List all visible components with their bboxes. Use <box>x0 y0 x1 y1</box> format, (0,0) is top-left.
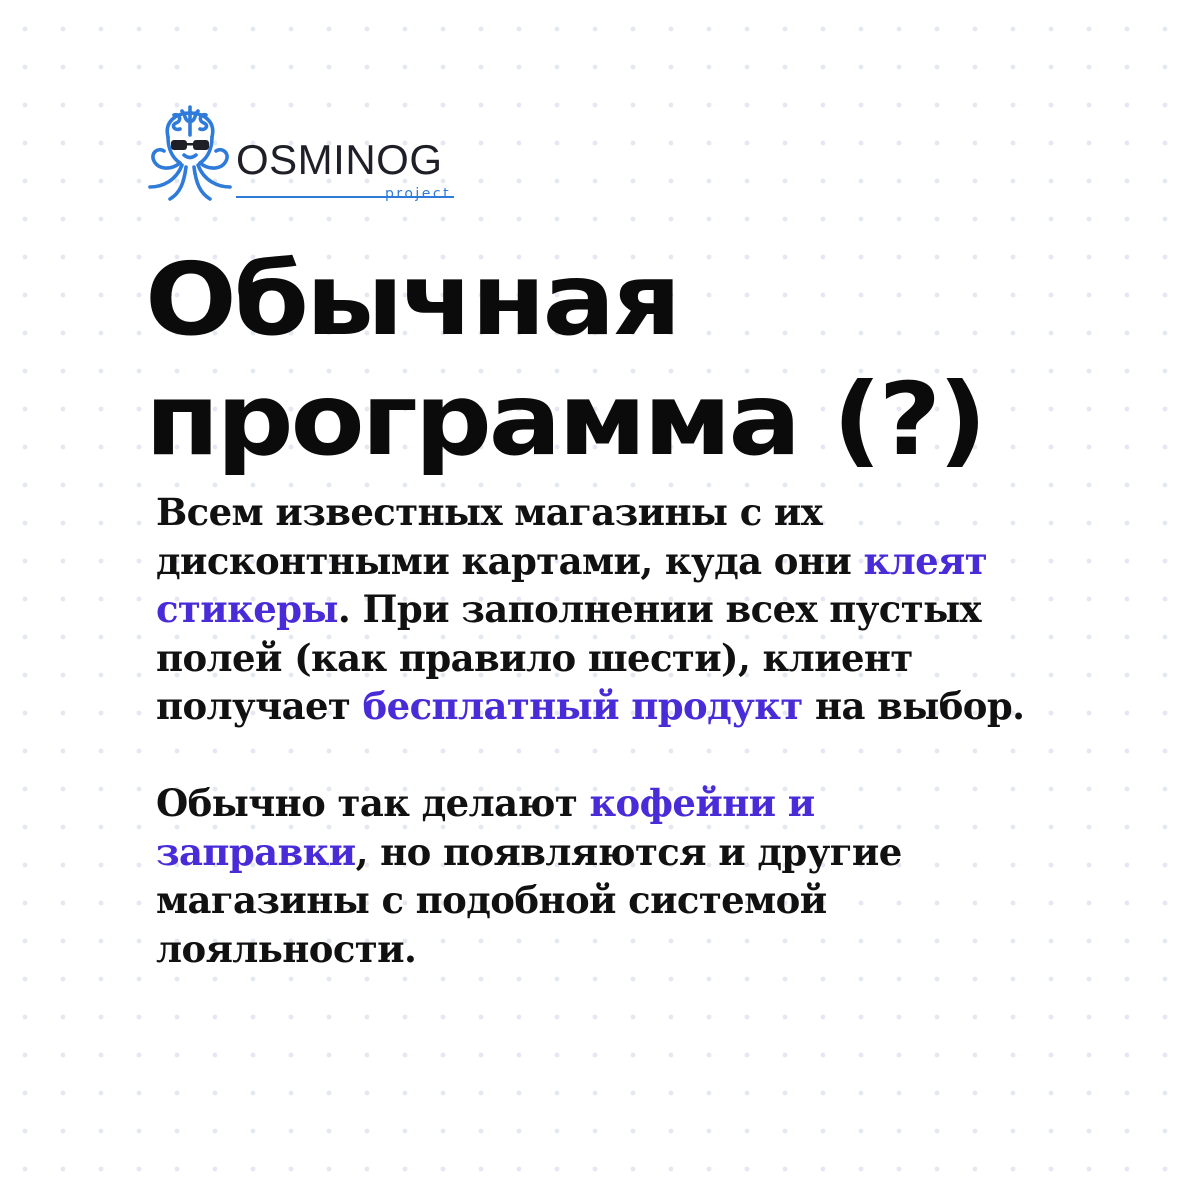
brand-name: OSMINOG <box>236 136 443 183</box>
body-text <box>156 488 1036 973</box>
octopus-brain-glasses-icon <box>140 95 240 205</box>
highlight-free-product: бесплатный продукт <box>362 684 803 728</box>
paragraph-2-text-1: Обычно так делают <box>156 781 590 825</box>
brand-subtitle: project <box>385 186 452 202</box>
page-title <box>145 240 1200 480</box>
paragraph-1 <box>156 488 1036 731</box>
title-line-2: программа (?) <box>145 361 985 478</box>
paragraph-1-text-3: на выбор. <box>802 684 1025 728</box>
paragraph-1-text-2: . При заполнении всех пустых полей (как правило шести), клиент получает <box>156 587 982 728</box>
paragraph-2 <box>156 779 1036 973</box>
title-line-1: Обычная <box>145 241 679 358</box>
paragraph-2-text-2: , но появляются и другие магазины с подобной системой лояльности. <box>156 829 902 971</box>
paragraph-1-text-1: Всем известных магазины с их дисконтными картами, куда они <box>156 490 864 583</box>
highlight-coffee-gas: кофейни и заправки <box>156 781 815 874</box>
brand-logo <box>140 95 480 215</box>
highlight-stickers: клеят стикеры <box>156 538 988 631</box>
